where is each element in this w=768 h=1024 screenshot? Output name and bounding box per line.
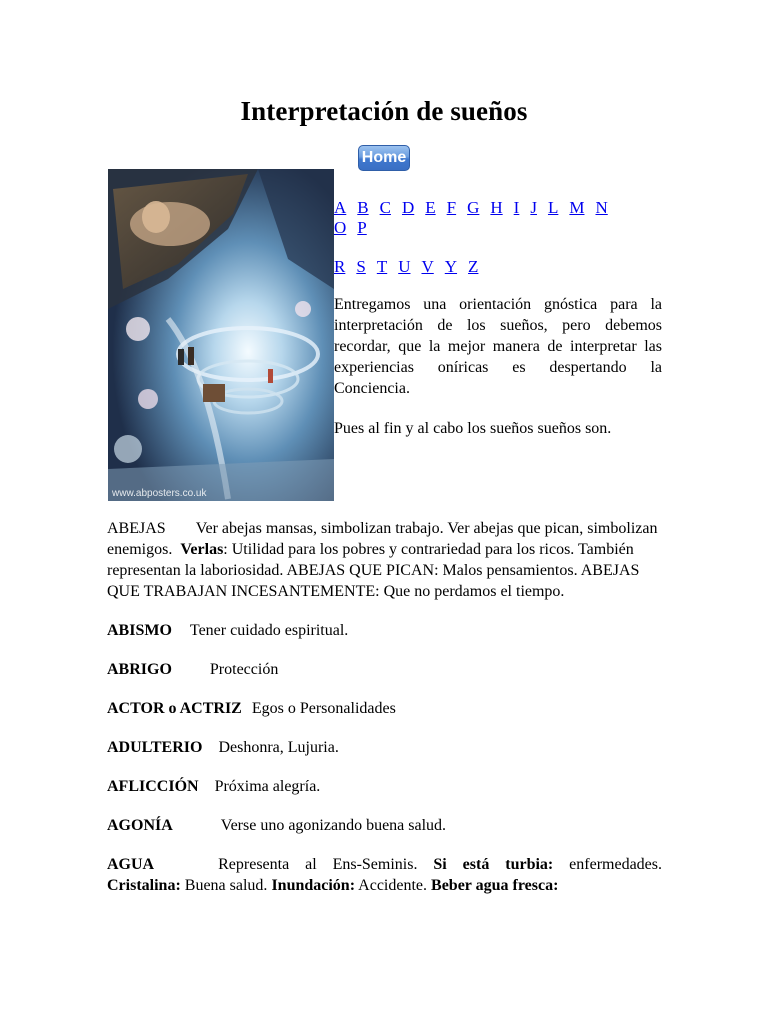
entry-afliccion xyxy=(107,776,662,797)
letter-link-u[interactable]: U xyxy=(398,257,411,276)
letter-link-j[interactable]: J xyxy=(530,198,537,217)
entry-term: ABISMO xyxy=(107,622,172,639)
entry-text: Buena salud. xyxy=(184,877,268,894)
entry-text: Verse uno agonizando buena salud. xyxy=(220,817,447,834)
entry-term: AGUA xyxy=(107,856,155,873)
entry-bold: Cristalina: xyxy=(107,877,181,894)
letter-link-s[interactable]: S xyxy=(356,257,366,276)
alphabet-row-3 xyxy=(334,257,664,277)
letter-link-l[interactable]: L xyxy=(547,198,559,217)
entry-text: Representa al Ens-Seminis. xyxy=(218,856,418,873)
entry-text: Próxima alegría. xyxy=(214,778,321,795)
intro-text xyxy=(334,294,662,458)
dream-entries xyxy=(107,518,662,914)
entry-text: Protección xyxy=(209,661,279,678)
letter-link-m[interactable]: M xyxy=(569,198,585,217)
entry-abismo xyxy=(107,620,662,641)
letter-link-i[interactable]: I xyxy=(513,198,520,217)
entry-abejas xyxy=(107,518,662,602)
intro-paragraph-1: Entregamos una orientación gnóstica para la interpretación de los sueños, pero debemos recordar, que la mejor manera de interpretar las experiencias oníricas es despertando la Conciencia. xyxy=(334,296,662,397)
page-title: Interpretación de sueños xyxy=(240,96,528,126)
entry-text: enfermedades. xyxy=(569,856,662,873)
entry-bold: Si está turbia: xyxy=(433,856,554,873)
entry-bold: Beber agua fresca: xyxy=(431,877,559,894)
letter-link-g[interactable]: G xyxy=(467,198,480,217)
letter-link-h[interactable]: H xyxy=(490,198,503,217)
letter-link-d[interactable]: D xyxy=(401,198,415,217)
entry-text: Ver abejas mansas, simbolizan trabajo. Ver abejas que pican, simbolizan enemigos. xyxy=(107,520,658,558)
entry-text: Tener cuidado espiritual. xyxy=(189,622,349,639)
alphabet-row-2 xyxy=(334,218,664,238)
letter-link-r[interactable]: R xyxy=(334,257,346,276)
letter-link-f[interactable]: F xyxy=(446,198,457,217)
entry-term: ACTOR o ACTRIZ xyxy=(107,700,242,717)
entry-term: ABRIGO xyxy=(107,661,172,678)
entry-term: ADULTERIO xyxy=(107,739,203,756)
image-watermark: www.abposters.co.uk xyxy=(112,488,207,499)
entry-text: : Utilidad para los pobres y contrariedad para los ricos. También representan la laboriosidad. ABEJAS QUE PICAN: Malos pensamientos. ABEJAS QUE TRABAJAN INCESANTEMENTE: Que no perdamos el tiempo. xyxy=(107,541,640,600)
entry-abrigo xyxy=(107,659,662,680)
letter-link-z[interactable]: Z xyxy=(468,257,479,276)
letter-link-b[interactable]: B xyxy=(357,198,369,217)
home-button[interactable]: Home xyxy=(358,145,410,171)
entry-term: AFLICCIÓN xyxy=(107,778,199,795)
entry-agua xyxy=(107,854,662,896)
entry-bold: Inundación: xyxy=(271,877,356,894)
entry-term: ABEJAS xyxy=(107,520,166,537)
letter-link-e[interactable]: E xyxy=(425,198,436,217)
entry-actor xyxy=(107,698,662,719)
letter-link-t[interactable]: T xyxy=(376,257,388,276)
letter-link-o[interactable]: O xyxy=(334,218,347,237)
entry-text: Deshonra, Lujuria. xyxy=(218,739,339,756)
letter-link-a[interactable]: A xyxy=(334,198,347,217)
letter-link-p[interactable]: P xyxy=(357,218,367,237)
intro-paragraph-2: Pues al fin y al cabo los sueños sueños son. xyxy=(334,420,612,437)
entry-term: AGONÍA xyxy=(107,817,173,834)
dream-illustration xyxy=(108,169,334,501)
letter-link-y[interactable]: Y xyxy=(444,257,458,276)
letter-link-n[interactable]: N xyxy=(595,198,608,217)
letter-link-c[interactable]: C xyxy=(379,198,391,217)
entry-bold: Verlas xyxy=(180,541,224,558)
entry-agonia xyxy=(107,815,662,836)
alphabet-index xyxy=(334,198,664,277)
dream-illustration-art xyxy=(108,169,334,501)
entry-adulterio xyxy=(107,737,662,758)
entry-text: Egos o Personalidades xyxy=(251,700,396,717)
alphabet-row-1 xyxy=(334,198,664,218)
letter-link-v[interactable]: V xyxy=(421,257,434,276)
entry-text: Accidente. xyxy=(358,877,428,894)
